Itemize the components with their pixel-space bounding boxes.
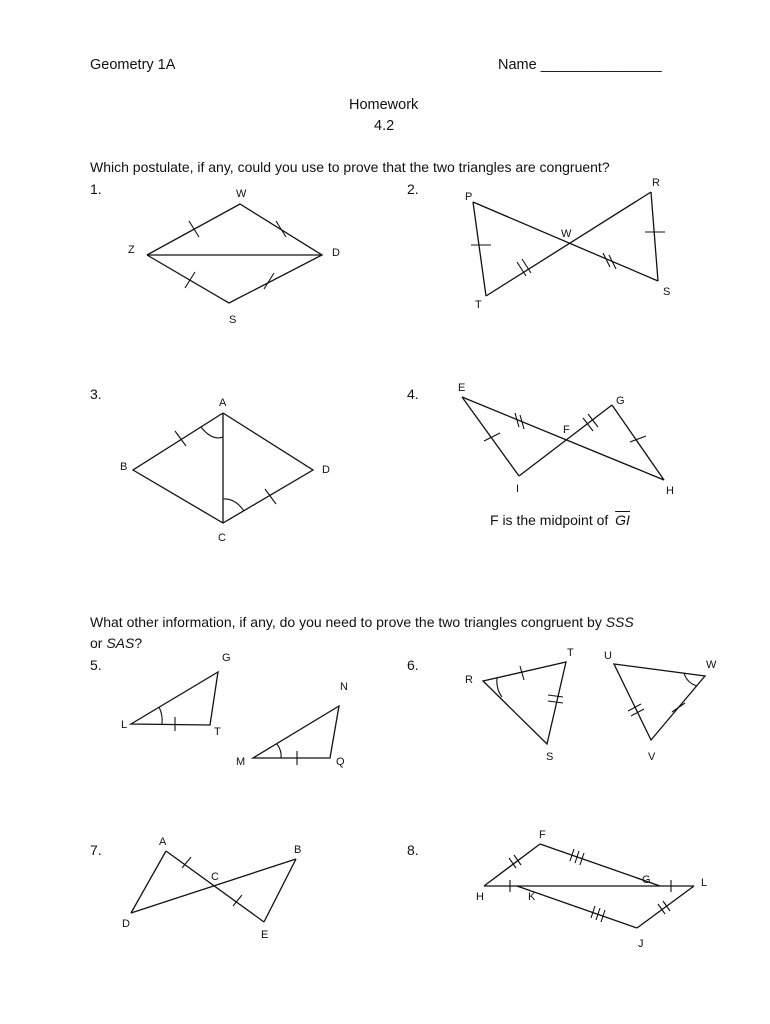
fig8-tick-lj-b xyxy=(663,901,670,911)
fig4-label-h: H xyxy=(666,485,674,497)
fig7-label-b: B xyxy=(294,844,302,856)
fig1-label-w: W xyxy=(236,188,247,200)
section2-prompt-or: or xyxy=(90,635,103,651)
fig8-label-j: J xyxy=(638,938,644,950)
fig3-label-b: B xyxy=(120,461,128,473)
figure-4 xyxy=(458,382,674,497)
problem-4-note-segment: $\overline{GI}$ xyxy=(615,512,630,528)
fig5-label-n: N xyxy=(340,681,348,693)
fig8-segment-lj xyxy=(637,886,694,928)
problem-5-number: 5. xyxy=(90,657,102,673)
fig6-label-s: S xyxy=(546,751,554,763)
fig8-label-k: K xyxy=(528,891,536,903)
fig5-label-g: G xyxy=(222,652,231,664)
fig3-angle-c xyxy=(223,499,244,511)
fig5-label-t: T xyxy=(214,726,221,738)
fig1-label-z: Z xyxy=(128,244,135,256)
homework-number: 4.2 xyxy=(374,118,395,134)
fig7-segment-bd xyxy=(131,859,296,913)
fig2-segment-ps xyxy=(473,202,658,281)
fig8-label-l: L xyxy=(701,877,708,889)
section2-prompt-text: What other information, if any, do you need to prove the two triangles congruent by xyxy=(90,614,602,630)
fig3-label-c: C xyxy=(218,532,226,544)
fig3-tick-ab xyxy=(175,431,186,446)
fig2-segment-rt xyxy=(486,192,651,296)
fig6-label-u: U xyxy=(604,650,612,662)
fig7-label-a: A xyxy=(159,836,167,848)
section2-prompt-end: ? xyxy=(134,635,143,651)
homework-title: Homework xyxy=(349,97,419,113)
fig7-label-c: C xyxy=(211,871,219,883)
problem-4-number: 4. xyxy=(407,386,419,402)
fig5-label-q: Q xyxy=(336,756,345,768)
fig8-segment-hf xyxy=(484,844,540,886)
fig4-tick-gh xyxy=(630,436,646,442)
fig6-label-w: W xyxy=(706,659,717,671)
fig6-tick-ts-b xyxy=(548,701,563,703)
figure-6 xyxy=(465,647,717,763)
fig3-label-a: A xyxy=(219,397,227,409)
problem-6-number: 6. xyxy=(407,657,419,673)
fig1-tick-wd xyxy=(276,221,286,237)
fig1-label-s: S xyxy=(229,314,237,326)
fig6-tick-uv-b xyxy=(631,709,644,716)
fig6-tick-wv xyxy=(672,703,685,712)
figure-8 xyxy=(476,829,707,950)
fig2-label-t: T xyxy=(475,299,482,311)
fig5-label-m: M xyxy=(236,756,246,768)
problem-3-number: 3. xyxy=(90,386,102,402)
fig4-label-e: E xyxy=(458,382,466,394)
fig5-triangle-mnq xyxy=(253,706,339,758)
figure-3 xyxy=(120,397,330,544)
fig4-tick-ei xyxy=(484,433,500,441)
fig1-tick-zs xyxy=(185,272,195,288)
figure-5 xyxy=(121,652,348,768)
fig3-tick-cd xyxy=(265,489,276,504)
problem-2-number: 2. xyxy=(407,181,419,197)
fig7-label-d: D xyxy=(122,918,130,930)
fig1-quadrilateral xyxy=(147,204,322,303)
fig7-segment-ae xyxy=(166,851,264,922)
fig5-angle-l xyxy=(159,707,162,724)
fig2-label-w: W xyxy=(561,228,572,240)
fig6-triangle-uwv xyxy=(614,664,705,740)
problem-7-number: 7. xyxy=(90,842,102,858)
fig4-segment-gi xyxy=(519,405,612,476)
fig2-label-p: P xyxy=(465,191,473,203)
fig1-tick-zw xyxy=(189,221,199,237)
section1-prompt: Which postulate, if any, could you use to prove that the two triangles are congruent? xyxy=(90,159,610,175)
fig2-segment-rs xyxy=(651,192,658,281)
fig6-tick-ts-a xyxy=(548,695,563,697)
fig8-label-h: H xyxy=(476,891,484,903)
fig4-tick-fg-b xyxy=(588,414,598,427)
fig5-label-l: L xyxy=(121,719,128,731)
fig5-angle-m xyxy=(277,744,281,758)
fig6-label-t: T xyxy=(567,647,574,659)
fig6-angle-r xyxy=(497,678,502,697)
fig1-label-d: D xyxy=(332,247,340,259)
fig6-label-v: V xyxy=(648,751,656,763)
problem-8-number: 8. xyxy=(407,842,419,858)
figure-7 xyxy=(122,836,301,941)
fig6-label-r: R xyxy=(465,674,473,686)
problem-4-note-text: F is the midpoint of xyxy=(490,512,609,528)
fig6-triangle-rts xyxy=(483,662,566,744)
fig3-label-d: D xyxy=(322,464,330,476)
section2-prompt-sas: SAS xyxy=(106,635,135,651)
fig4-label-f: F xyxy=(563,424,570,436)
fig2-label-r: R xyxy=(652,177,660,189)
fig2-segment-pt xyxy=(473,202,486,296)
fig4-label-i: I xyxy=(516,483,520,495)
section2-prompt-sss: SSS xyxy=(605,614,634,630)
fig3-angle-a xyxy=(201,427,223,438)
name-field-label: Name _______________ xyxy=(498,57,662,73)
fig8-label-f: F xyxy=(539,829,546,841)
figure-2 xyxy=(465,177,670,311)
course-title: Geometry 1A xyxy=(90,57,176,73)
fig4-label-g: G xyxy=(616,395,625,407)
fig8-label-g: G xyxy=(642,874,651,886)
fig2-label-s: S xyxy=(663,286,671,298)
problem-1-number: 1. xyxy=(90,181,102,197)
fig7-label-e: E xyxy=(261,929,269,941)
figure-1 xyxy=(128,188,340,326)
